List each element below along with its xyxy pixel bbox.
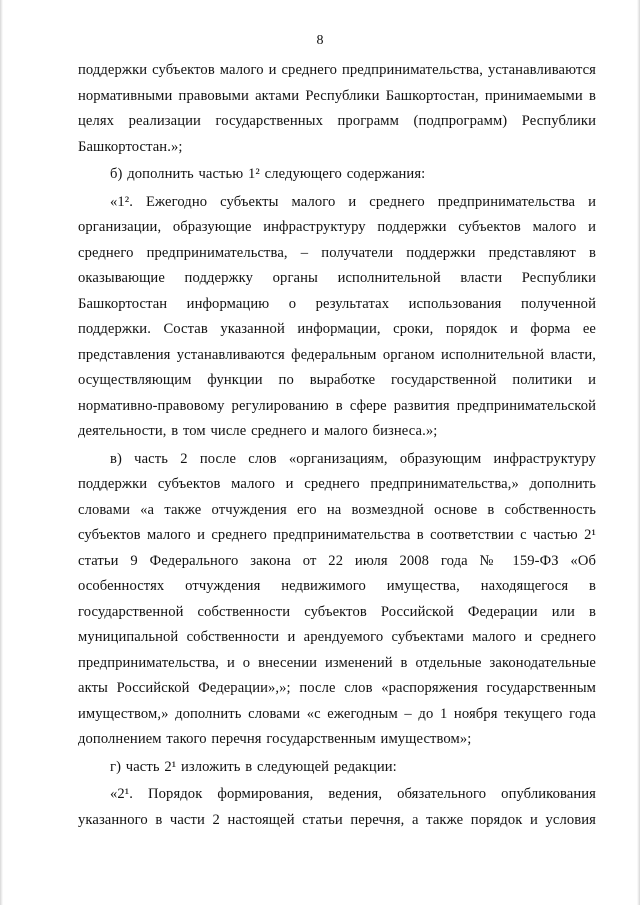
paragraph-part-2-1: «2¹. Порядок формирования, ведения, обязательного опубликования указанного в части 2 настоящей статьи перечня, а также порядок и условия	[78, 786, 596, 828]
page-edge-left	[0, 0, 3, 905]
paragraph-item-v: в) часть 2 после слов «организациям, образующим инфраструктуру поддержки субъектов малого и среднего предпринимательства,» дополнить словами «а также отчуждения его на возмездной основе в собственность субъектов малого и среднего предпринимательства в соответствии с частью 2¹ статьи 9 Федерального закона от 22 июля 2008 года № 159-ФЗ «Об особенностях отчуждения недвижимого имущества, находящегося в государственной собственности субъектов Российской Федерации или в муниципальной собственности и арендуемого субъектами малого и среднего предпринимательства, и о внесении изменений в отдельные законодательные акты Российской Федерации»,»; после слов «распоряжения государственным имуществом,» дополнить словами «с ежегодным – до 1 ноября текущего года дополнением такого перечня государственным имуществом»;	[78, 450, 596, 747]
paragraph-part-1-2: «1². Ежегодно субъекты малого и среднего предпринимательства и организации, образующие инфраструктуру поддержки субъектов малого и среднего предпринимательства, – получатели поддержки представляют в оказывающие поддержку органы исполнительной власти Республики Башкортостан информацию о результатах использования полученной поддержки. Состав указанной информации, сроки, порядок и форма ее представления устанавливаются федеральным органом исполнительной власти, осуществляющим функции по выработке государственной политики и нормативно-правовому регулированию в сфере развития предпринимательской деятельности, в том числе среднего и малого бизнеса.»;	[78, 193, 596, 439]
paragraph-continuation: поддержки субъектов малого и среднего предпринимательства, устанавливаются нормативными правовыми актами Республики Башкортостан, принимаемыми в целях реализации государственных программ (подпрограмм) Республики Башкортостан.»;	[78, 62, 596, 155]
paragraph-item-b: б) дополнить частью 1² следующего содержания:	[110, 166, 426, 182]
page-number: 8	[316, 33, 324, 48]
document-body	[78, 58, 596, 833]
paragraph-item-g: г) часть 2¹ изложить в следующей редакции:	[110, 758, 397, 775]
